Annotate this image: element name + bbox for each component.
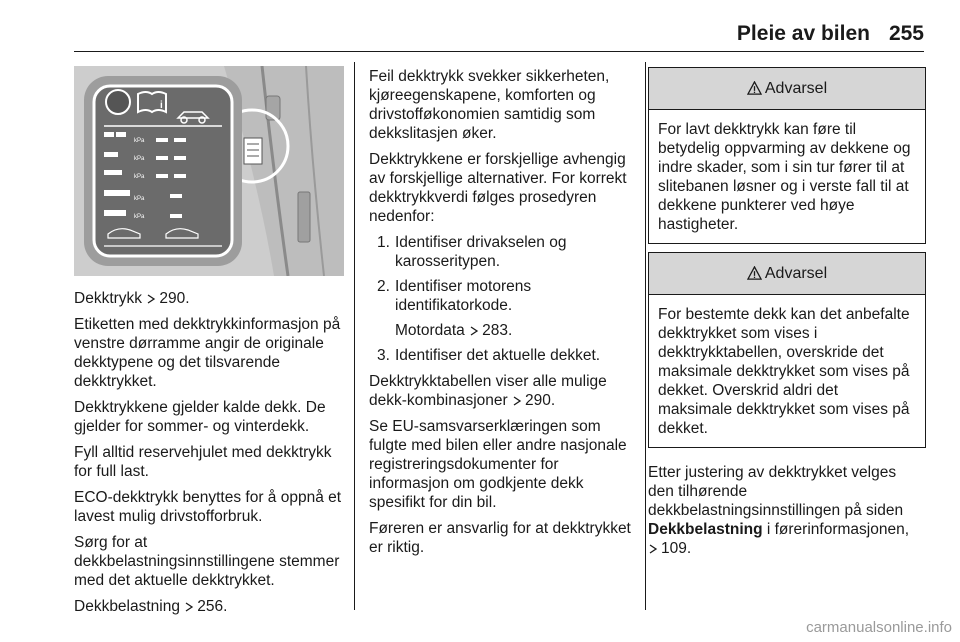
- page-ref-link[interactable]: 109.: [661, 540, 692, 557]
- section-title: Pleie av bilen: [736, 22, 870, 45]
- paragraph: Føreren er ansvarlig for at dekktrykket er riktig.: [369, 520, 631, 556]
- warning-header: [649, 68, 925, 110]
- paragraph: Dekktrykkene gjelder kalde dekk. De gjelder for sommer- og vinterdekk.: [74, 399, 326, 435]
- procedure-steps: [369, 233, 634, 365]
- page-ref-link[interactable]: 256.: [197, 598, 228, 615]
- column-divider-1: [354, 62, 355, 610]
- page-ref-arrow-icon: [184, 602, 194, 612]
- header-rule: [74, 51, 924, 52]
- step-text: Identifiser drivakselen og karosseritypen.: [395, 234, 567, 270]
- door-frame-label-drawing: [74, 66, 344, 276]
- paragraph: Feil dekktrykk svekker sikkerheten, kjøreegenskapene, komforten og drivstofføkonomien samtidig som dekkslitasjen øker.: [369, 68, 610, 142]
- paragraph: Fyll alltid reservehjulet med dekktrykk for full last.: [74, 444, 332, 480]
- column-divider-2: [645, 62, 646, 610]
- page-ref-arrow-icon: [648, 544, 658, 554]
- text: i førerinformasjonen,: [766, 521, 910, 538]
- warning-text: For bestemte dekk kan det anbefalte dekktrykket som vises i dekktrykktabellen, overskride det maksimale dekktrykket som vises på dekket. Overskrid aldri det maksimale dekktrykket som vises på dekket.: [658, 306, 910, 437]
- paragraph-after-adjust: [648, 463, 926, 558]
- page-ref-arrow-icon: [146, 294, 156, 304]
- text: Dekktrykktabellen viser alle mulige dekk-kombinasjoner: [369, 373, 607, 409]
- step-number: 3.: [377, 347, 390, 364]
- page-ref-link[interactable]: 290.: [525, 392, 556, 409]
- warning-triangle-icon: [747, 266, 762, 281]
- warning-title: Advarsel: [764, 265, 828, 282]
- text-column-3: [648, 67, 926, 565]
- step-text: Identifiser det aktuelle dekket.: [395, 347, 601, 364]
- paragraph: ECO-dekktrykk benyttes for å oppnå et lavest mulig drivstofforbruk.: [74, 489, 342, 525]
- tire-pressure-label-illustration: [74, 66, 344, 276]
- menu-page-name: Dekkbelastning: [648, 521, 763, 538]
- placard-unit-label-5: kPa: [134, 214, 145, 220]
- warning-box-1: [648, 67, 926, 244]
- text: Etter justering av dekktrykket velges den tilhørende dekkbelastningsinnstillingen på siden: [648, 464, 904, 519]
- paragraph-tire-load-ref: [74, 597, 344, 616]
- page-number: 255: [888, 22, 924, 45]
- list-item: [369, 277, 634, 340]
- paragraph-table-ref: [369, 372, 634, 410]
- paragraph: Dekktrykkene er forskjellige avhengig av forskjellige alternativer. For korrekt dekktrykkverdi følges prosedyren nedenfor:: [369, 151, 627, 225]
- text: Dekkbelastning: [74, 598, 180, 615]
- paragraph: Se EU-samsvarserklæringen som fulgte med bilen eller andre nasjonale registreringsdokumenter for informasjon om godkjente dekk spesifikt for din bil.: [369, 418, 627, 511]
- text: Dekktrykk: [74, 290, 143, 307]
- warning-text: For lavt dekktrykk kan føre til betydelig oppvarming av dekkene og indre skader, som i sin tur fører til at slitebanen løsner og i verste fall til at dekkene punkterer ved høye hastigheter.: [658, 121, 911, 233]
- step-number: 2.: [377, 278, 390, 295]
- page-ref-link[interactable]: 283.: [482, 322, 513, 339]
- text: Motordata: [395, 322, 465, 339]
- step-subnote: [395, 321, 634, 340]
- placard-unit-label-3: kPa: [134, 174, 145, 180]
- warning-title: Advarsel: [764, 80, 828, 97]
- warning-header: [649, 253, 925, 295]
- placard-unit-label-2: kPa: [134, 156, 145, 162]
- paragraph: Sørg for at dekkbelastningsinnstillingene stemmer med det aktuelle dekktrykket.: [74, 534, 340, 589]
- step-text: Identifiser motorens identifikatorkode.: [395, 278, 532, 314]
- page-ref-arrow-icon: [469, 326, 479, 336]
- watermark: carmanualsonline.info: [806, 619, 952, 636]
- placard-unit-label-4: kPa: [134, 196, 145, 202]
- placard-unit-label-1: kPa: [134, 138, 145, 144]
- list-item: [369, 346, 634, 365]
- warning-triangle-icon: [747, 81, 762, 96]
- page-ref-link[interactable]: 290.: [159, 290, 190, 307]
- warning-box-2: [648, 252, 926, 448]
- list-item: [369, 233, 634, 271]
- text-column-1: [74, 289, 344, 623]
- paragraph-tire-pressure-ref: [74, 289, 344, 308]
- page-ref-arrow-icon: [512, 396, 522, 406]
- svg-text:i: i: [160, 100, 163, 111]
- text-column-2: [369, 67, 634, 564]
- step-number: 1.: [377, 234, 390, 251]
- paragraph: Etiketten med dekktrykkinformasjon på venstre dørramme angir de originale dekktypene og det tilsvarende dekktrykket.: [74, 316, 341, 390]
